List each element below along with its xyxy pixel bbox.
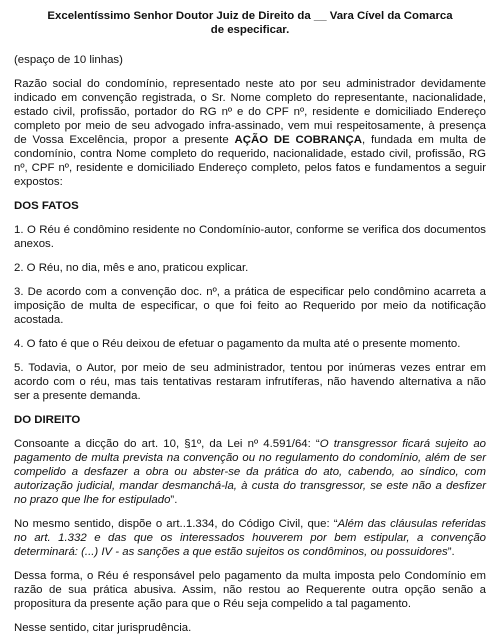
action-title: AÇÃO DE COBRANÇA (234, 134, 362, 146)
law-heading: DO DIREITO (14, 414, 81, 426)
facts-heading: DOS FATOS (14, 200, 79, 212)
fact-item-5: 5. Todavia, o Autor, por meio de seu administrador, tentou por inúmeras vezes entrar em acordo com o réu, mas tais tentativas restaram infrutíferas, não havendo alternativa a não ser a presente demanda. (14, 362, 486, 402)
law-p2-quote: Além das cláusulas referidas no art. 1.332 e das que os interessados houverem por bem estipular, a convenção determinará: (...) IV - as sanções a que estão sujeitos os condôminos, ou possuidores (14, 518, 486, 558)
law-paragraph-2 (14, 517, 486, 559)
intro-part-2: , fundada em multa de condomínio, contra Nome completo do requerido, nacionalidade, estado civil, profissão, RG nº, CPF nº, residente e domiciliado Endereço completo, pelos fatos e fundamentos a seguir expostos: (14, 134, 486, 188)
title-line-1: Excelentíssimo Senhor Doutor Juiz de Direito da __ Vara Cível da Comarca (47, 10, 453, 22)
fact-item-2: 2. O Réu, no dia, mês e ano, praticou explicar. (14, 262, 249, 274)
law-p2-tail: ”. (447, 546, 455, 558)
law-paragraph-4: Nesse sentido, citar jurisprudência. (14, 622, 192, 634)
space-note: (espaço de 10 linhas) (14, 54, 123, 66)
title-line-2: de especificar. (210, 23, 290, 36)
fact-item-1: 1. O Réu é condômino residente no Condomínio-autor, conforme se verifica dos documentos anexos. (14, 224, 486, 250)
law-paragraph-3: Dessa forma, o Réu é responsável pelo pagamento da multa imposta pelo Condomínio em razão de sua prática abusiva. Assim, não restou ao Requerente outra opção senão a propositura da presente ação para que o Réu seja compelido a tal pagamento. (14, 570, 486, 610)
law-p1-tail: ”. (170, 494, 178, 506)
intro-paragraph (14, 77, 486, 189)
law-p1-lead: Consoante a dicção do art. 10, §1º, da Lei nº 4.591/64: “ (14, 438, 320, 450)
fact-item-4: 4. O fato é que o Réu deixou de efetuar o pagamento da multa até o presente momento. (14, 338, 461, 350)
law-paragraph-1 (14, 437, 486, 507)
law-p2-lead: No mesmo sentido, dispõe o art..1.334, do Código Civil, que: “ (14, 518, 338, 530)
intro-part-1: Razão social do condomínio, representado neste ato por seu administrador devidamente indicado em convenção registrada, o Sr. Nome completo do representante, nacionalidade, estado civil, profissão, portador do RG nº e do CPF nº, residente e domiciliado Endereço completo por meio de seu advogado infra-assinado, vem mui respeitosamente, à presença de Vossa Excelência, propor a presente (14, 78, 486, 146)
fact-item-3: 3. De acordo com a convenção doc. nº, a prática de especificar pelo condômino acarreta a imposição de multa de especificar, o que foi feito ao Requerido por meio da notificação acostada. (14, 286, 486, 326)
document-title (14, 10, 486, 37)
law-p1-quote: O transgressor ficará sujeito ao pagamento de multa prevista na convenção ou no regulamento do condomínio, além de ser compelido a desfazer a obra ou abster-se da prática do ato, cabendo, ao síndico, com autorização judicial, mandar desmanchá-la, à custa do transgressor, se este não a desfizer no prazo que lhe for estipulado (14, 438, 486, 506)
